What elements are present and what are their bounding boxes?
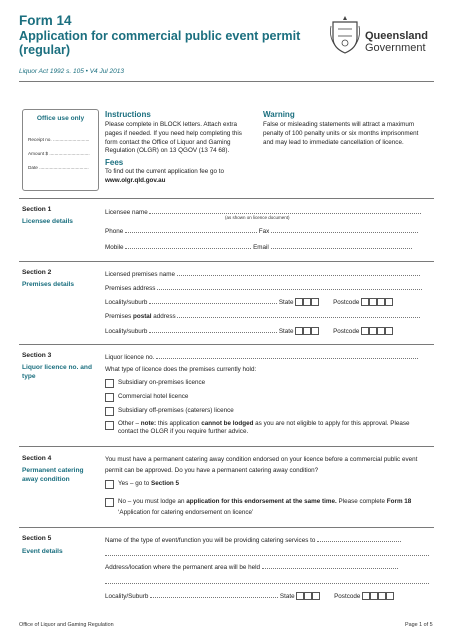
premises-address-input[interactable] — [157, 283, 422, 290]
premises-address-label: Premises address — [105, 285, 156, 292]
no-mid: Please complete — [336, 498, 387, 505]
event-address-label: Address/location where the permanent area will be held — [105, 564, 261, 571]
section1-divider — [19, 198, 434, 199]
logo-government: Government — [365, 42, 426, 54]
locality-label: Locality/suburb — [105, 299, 148, 306]
fees-text: To find out the current application fee go to — [105, 168, 225, 175]
footer-page-number: Page 1 of 5 — [405, 622, 433, 628]
postal-address-label-pre: Premises — [105, 313, 133, 320]
event-state-box-1[interactable] — [296, 592, 304, 600]
subsidiary-off-premises-label: Subsidiary off-premises (caterers) licence — [118, 407, 234, 414]
event-state-box-3[interactable] — [312, 592, 320, 600]
warning-heading: Warning — [263, 110, 295, 119]
event-locality-input[interactable] — [150, 591, 278, 598]
catering-yes-label — [118, 480, 179, 488]
form-number: Form 14 — [19, 13, 72, 28]
section4-name: Permanent catering away condition — [22, 467, 84, 483]
premises-address-row — [105, 283, 422, 292]
catering-yes-checkbox[interactable] — [105, 480, 114, 489]
section5-divider — [19, 527, 434, 528]
postcode2-box-1[interactable] — [361, 327, 369, 335]
other-note: note: — [140, 420, 157, 427]
licence-no-input[interactable] — [156, 352, 418, 359]
postcode2-box-3[interactable] — [377, 327, 385, 335]
state-label: State — [278, 299, 294, 306]
form-title: Application for commercial public event permit (regular) — [19, 29, 301, 57]
other-licence-checkbox[interactable] — [105, 421, 114, 430]
section3-number: Section 3 — [22, 352, 52, 359]
state2-box-1[interactable] — [295, 327, 303, 335]
section5-number: Section 5 — [22, 535, 52, 542]
postcode-box-3[interactable] — [377, 298, 385, 306]
locality2-label: Locality/suburb — [105, 328, 148, 335]
licensed-premises-row — [105, 269, 420, 278]
locality2-input[interactable] — [149, 326, 277, 333]
instructions-heading: Instructions — [105, 110, 151, 119]
date-field[interactable]: Date ...................................... — [28, 165, 89, 170]
postcode2-box-2[interactable] — [369, 327, 377, 335]
other-pre: Other – — [118, 420, 141, 427]
event-postcode-label: Postcode — [334, 593, 361, 600]
event-type-row2 — [105, 549, 429, 558]
event-address-row — [105, 562, 398, 571]
no-bold: application for this endorsement at the same time. — [186, 498, 337, 505]
postal-address-row — [105, 311, 420, 320]
commercial-hotel-label: Commercial hotel licence — [118, 393, 189, 400]
postal-address-label-post: address — [151, 313, 176, 320]
postal-address-input[interactable] — [177, 311, 420, 318]
catering-away-question: You must have a permanent catering away condition endorsed on your licence before a commercial public event permit can be approved. Do you have a permanent catering away condition? — [105, 456, 418, 474]
licence-type-question: What type of licence does the premises currently hold: — [105, 366, 257, 373]
warning-text: False or misleading statements will attract a maximum penalty of 100 penalty units or six months imprisonment and may lead to immediate cancellation of licence. — [263, 121, 419, 146]
section1-number: Section 1 — [22, 206, 52, 213]
mobile-input[interactable] — [125, 242, 251, 249]
other-post: as you are not eligible to apply for this approval. Please contact the OLGR if you require further advice. — [118, 420, 410, 436]
licensed-premises-input[interactable] — [177, 269, 420, 276]
phone-label: Phone — [105, 228, 124, 235]
section2-name: Premises details — [22, 281, 75, 288]
event-postcode-box-4[interactable] — [386, 592, 394, 600]
state-box-3[interactable] — [311, 298, 319, 306]
section3-name: Liquor licence no. and type — [22, 364, 92, 380]
state2-box-2[interactable] — [303, 327, 311, 335]
phone-input[interactable] — [125, 226, 257, 233]
subsidiary-off-premises-checkbox[interactable] — [105, 407, 114, 416]
section2-number: Section 2 — [22, 269, 52, 276]
catering-no-label — [118, 497, 433, 518]
office-use-box — [22, 109, 99, 191]
locality2-row — [105, 326, 393, 335]
section3-divider — [19, 344, 434, 345]
licence-no-row — [105, 352, 418, 361]
fees-heading: Fees — [105, 158, 124, 167]
event-address-input[interactable] — [262, 562, 398, 569]
postcode-box-1[interactable] — [361, 298, 369, 306]
fees-url-link[interactable]: www.olgr.qld.gov.au — [105, 177, 166, 184]
event-type-input-2[interactable] — [105, 549, 429, 556]
licensee-name-note: (as shown on licence document) — [225, 215, 290, 220]
postal-address-label-bold: postal — [133, 313, 152, 320]
event-address-input-2[interactable] — [105, 577, 429, 584]
fax-label: Fax — [258, 228, 270, 235]
event-type-input[interactable] — [317, 535, 401, 542]
event-postcode-box-2[interactable] — [370, 592, 378, 600]
event-postcode-box-3[interactable] — [378, 592, 386, 600]
section2-divider — [19, 261, 434, 262]
no-form: Form 18 — [386, 498, 412, 505]
event-state-label: State — [279, 593, 295, 600]
postcode-box-4[interactable] — [385, 298, 393, 306]
instructions-text: Please complete in BLOCK letters. Attach extra pages if needed. If you need help completing this form contact the Office of Liquor and Gaming Regulation (OLGR) on 13 QGOV (13 74 68). — [105, 121, 242, 155]
licensed-premises-label: Licensed premises name — [105, 271, 176, 278]
event-locality-row — [105, 591, 394, 600]
fax-input[interactable] — [271, 226, 418, 233]
receipt-field[interactable]: Receipt no. ............................ — [28, 137, 90, 142]
event-address-row2 — [105, 577, 429, 586]
catering-no-checkbox[interactable] — [105, 498, 114, 507]
state-box-2[interactable] — [303, 298, 311, 306]
subsidiary-on-premises-label: Subsidiary on-premises licence — [118, 379, 206, 386]
office-use-title: Office use only — [36, 115, 85, 122]
event-state-box-2[interactable] — [304, 592, 312, 600]
no-post: ‘Application for catering endorsement on licence’ — [118, 508, 254, 516]
mobile-label: Mobile — [105, 244, 124, 251]
section1-name: Licensee details — [22, 218, 73, 225]
locality-input[interactable] — [149, 297, 277, 304]
no-pre: No – you must lodge an — [118, 498, 187, 505]
mobile-row — [105, 242, 412, 251]
section4-number: Section 4 — [22, 455, 52, 462]
queensland-crest-icon — [330, 14, 360, 54]
other-mid: this application — [156, 420, 202, 427]
postcode-label: Postcode — [333, 299, 360, 306]
other-bold: cannot be lodged — [201, 420, 254, 427]
yes-pre: Yes – go to — [118, 480, 152, 487]
act-reference: Liquor Act 1992 s. 105 • V4 Jul 2013 — [19, 68, 125, 75]
subsidiary-on-premises-checkbox[interactable] — [105, 379, 114, 388]
other-licence-label — [118, 420, 428, 437]
postcode2-label: Postcode — [333, 328, 360, 335]
postcode2-box-4[interactable] — [385, 327, 393, 335]
footer-organisation: Office of Liquor and Gaming Regulation — [19, 622, 114, 628]
section5-name: Event details — [22, 548, 63, 555]
licensee-name-input[interactable] — [149, 207, 421, 214]
email-input[interactable] — [271, 242, 412, 249]
state2-box-3[interactable] — [311, 327, 319, 335]
licensee-name-label: Licensee name — [105, 209, 148, 216]
event-postcode-box-1[interactable] — [362, 592, 370, 600]
logo-queensland: Queensland — [365, 30, 428, 42]
event-locality-label: Locality/Suburb — [105, 593, 149, 600]
section4-divider — [19, 446, 434, 447]
state-box-1[interactable] — [295, 298, 303, 306]
event-type-row — [105, 535, 401, 544]
yes-section-link: Section 5 — [151, 480, 180, 487]
event-type-label: Name of the type of event/function you will be providing catering services to — [105, 537, 316, 544]
licence-no-label: Liquor licence no. — [105, 354, 155, 361]
postcode-box-2[interactable] — [369, 298, 377, 306]
state2-label: State — [278, 328, 294, 335]
header-divider — [19, 81, 434, 82]
phone-row — [105, 226, 418, 235]
amount-field[interactable]: Amount $ ............................... — [28, 151, 90, 156]
email-label: Email — [253, 244, 269, 251]
locality-row — [105, 297, 393, 306]
commercial-hotel-checkbox[interactable] — [105, 393, 114, 402]
